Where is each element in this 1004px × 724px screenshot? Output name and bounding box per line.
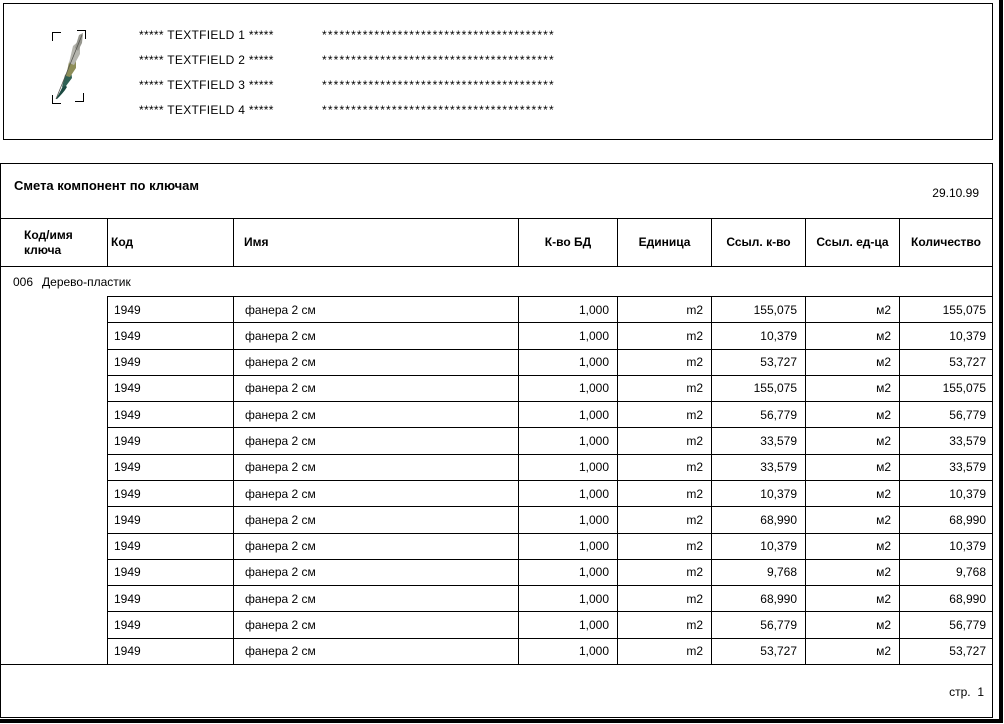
cell-name: фанера 2 см [234, 428, 519, 453]
cell-qty-db: 1,000 [519, 402, 618, 427]
cell-unit: m2 [618, 507, 712, 532]
cell-ref-qty: 53,727 [712, 350, 806, 375]
cell-code: 1949 [108, 350, 234, 375]
table-header-row [1, 218, 992, 267]
cell-quantity: 10,379 [949, 486, 986, 501]
column-header-name: Имя [234, 219, 519, 266]
cell-name: фанера 2 см [234, 639, 519, 664]
cell-ref-qty: 33,579 [712, 428, 806, 453]
cell-code: 1949 [108, 402, 234, 427]
cell-ref-qty: 68,990 [712, 586, 806, 611]
cell-unit: m2 [618, 455, 712, 480]
table-row [107, 639, 992, 665]
cell-code: 1949 [108, 507, 234, 532]
cell-quantity: 68,990 [949, 591, 986, 606]
cell-unit: m2 [618, 350, 712, 375]
cell-unit: m2 [618, 560, 712, 585]
cell-name: фанера 2 см [234, 507, 519, 532]
cell-unit: m2 [618, 586, 712, 611]
report-title: Смета компонент по ключам [14, 178, 200, 193]
cell-ref-unit: м2 [806, 481, 900, 506]
cell-ref-unit: м2 [806, 428, 900, 453]
cell-qty-db: 1,000 [519, 428, 618, 453]
cell-name: фанера 2 см [234, 455, 519, 480]
cell-code: 1949 [108, 428, 234, 453]
header-field-label: ***** TEXTFIELD 4 ***** [139, 102, 274, 117]
cell-qty-db: 1,000 [519, 612, 618, 637]
cell-ref-qty: 56,779 [712, 402, 806, 427]
cell-unit: m2 [618, 639, 712, 664]
header-field-label: ***** TEXTFIELD 2 ***** [139, 52, 274, 67]
table-row [107, 428, 992, 454]
quill-feather-icon [54, 31, 86, 101]
header-field-row [139, 97, 555, 122]
cell-quantity: 9,768 [955, 565, 986, 580]
cell-qty-db: 1,000 [519, 481, 618, 506]
cell-quantity: 10,379 [949, 328, 986, 343]
table-row [107, 376, 992, 402]
group-name: Дерево-пластик [42, 274, 131, 289]
cell-code: 1949 [108, 323, 234, 348]
header-field-value: **************************************** [322, 52, 555, 67]
cell-quantity: 10,379 [949, 539, 986, 554]
column-header-ref-qty: Ссыл. к-во [712, 219, 806, 266]
cell-quantity: 56,779 [949, 407, 986, 422]
cell-unit: m2 [618, 376, 712, 401]
cell-qty-db: 1,000 [519, 507, 618, 532]
cell-ref-unit: м2 [806, 612, 900, 637]
cell-ref-unit: м2 [806, 639, 900, 664]
header-field-label: ***** TEXTFIELD 1 ***** [139, 27, 274, 42]
cell-quantity: 33,579 [949, 460, 986, 475]
cell-code: 1949 [108, 455, 234, 480]
page-header-band [3, 3, 993, 140]
cell-quantity: 68,990 [949, 512, 986, 527]
cell-quantity: 155,075 [942, 302, 986, 317]
cell-ref-unit: м2 [806, 376, 900, 401]
table-row [107, 455, 992, 481]
cell-ref-unit: м2 [806, 402, 900, 427]
column-header-qty-db: К-во БД [519, 219, 618, 266]
cell-name: фанера 2 см [234, 323, 519, 348]
cell-ref-qty: 33,579 [712, 455, 806, 480]
header-field-value: **************************************** [322, 102, 555, 117]
table-row [107, 323, 992, 349]
cell-ref-qty: 155,075 [712, 376, 806, 401]
cell-ref-unit: м2 [806, 507, 900, 532]
header-field-label: ***** TEXTFIELD 3 ***** [139, 77, 274, 92]
cell-ref-unit: м2 [806, 297, 900, 322]
cell-ref-qty: 155,075 [712, 297, 806, 322]
cell-code: 1949 [108, 639, 234, 664]
cell-unit: m2 [618, 323, 712, 348]
table-row [107, 534, 992, 560]
cell-ref-qty: 68,990 [712, 507, 806, 532]
column-header-unit: Единица [618, 219, 712, 266]
group-code: 006 [13, 274, 34, 289]
cell-ref-qty: 10,379 [712, 323, 806, 348]
cell-quantity: 53,727 [949, 644, 986, 659]
cell-unit: m2 [618, 428, 712, 453]
cell-name: фанера 2 см [234, 481, 519, 506]
cell-ref-unit: м2 [806, 323, 900, 348]
header-field-value: **************************************** [322, 77, 555, 92]
cell-code: 1949 [108, 481, 234, 506]
cell-quantity: 56,779 [949, 618, 986, 633]
cell-code: 1949 [108, 586, 234, 611]
cell-code: 1949 [108, 560, 234, 585]
report-band [0, 163, 993, 718]
table-row [107, 350, 992, 376]
page-edge-right [999, 0, 1003, 722]
cell-qty-db: 1,000 [519, 586, 618, 611]
cell-qty-db: 1,000 [519, 323, 618, 348]
logo-placeholder [52, 29, 88, 105]
table-row [107, 560, 992, 586]
cell-name: фанера 2 см [234, 534, 519, 559]
header-field-value: **************************************** [322, 27, 555, 42]
table-row [107, 297, 992, 323]
cell-qty-db: 1,000 [519, 560, 618, 585]
cell-code: 1949 [108, 534, 234, 559]
cell-name: фанера 2 см [234, 376, 519, 401]
cell-qty-db: 1,000 [519, 297, 618, 322]
cell-unit: m2 [618, 297, 712, 322]
cell-name: фанера 2 см [234, 350, 519, 375]
cell-quantity: 53,727 [949, 355, 986, 370]
cell-quantity: 33,579 [949, 434, 986, 449]
cell-ref-unit: м2 [806, 534, 900, 559]
cell-qty-db: 1,000 [519, 639, 618, 664]
cell-ref-unit: м2 [806, 586, 900, 611]
cell-name: фанера 2 см [234, 402, 519, 427]
cell-ref-qty: 10,379 [712, 481, 806, 506]
header-field-row [139, 47, 555, 72]
cell-ref-unit: м2 [806, 455, 900, 480]
group-header-row [1, 267, 992, 296]
cell-name: фанера 2 см [234, 612, 519, 637]
cell-unit: m2 [618, 402, 712, 427]
cell-ref-qty: 10,379 [712, 534, 806, 559]
table-rows [107, 296, 992, 665]
cell-unit: m2 [618, 612, 712, 637]
column-header-key: Код/имя ключа [1, 219, 108, 266]
cell-ref-unit: м2 [806, 350, 900, 375]
cell-unit: m2 [618, 481, 712, 506]
report-date: 29.10.99 [932, 186, 979, 200]
table-bottom-line [1, 664, 107, 665]
header-fields [139, 22, 555, 122]
header-field-row [139, 22, 555, 47]
table-row [107, 507, 992, 533]
cell-code: 1949 [108, 612, 234, 637]
page-edge-bottom [0, 719, 1003, 723]
cell-name: фанера 2 см [234, 297, 519, 322]
table-row [107, 586, 992, 612]
table-row [107, 402, 992, 428]
cell-qty-db: 1,000 [519, 350, 618, 375]
column-header-ref-unit: Ссыл. ед-ца [806, 219, 900, 266]
cell-code: 1949 [108, 297, 234, 322]
cell-ref-qty: 53,727 [712, 639, 806, 664]
cell-name: фанера 2 см [234, 586, 519, 611]
cell-ref-unit: м2 [806, 560, 900, 585]
cell-ref-qty: 9,768 [712, 560, 806, 585]
table-row [107, 612, 992, 638]
cell-unit: m2 [618, 534, 712, 559]
cell-qty-db: 1,000 [519, 455, 618, 480]
header-field-row [139, 72, 555, 97]
cell-code: 1949 [108, 376, 234, 401]
cell-qty-db: 1,000 [519, 534, 618, 559]
cell-qty-db: 1,000 [519, 376, 618, 401]
table-row [107, 481, 992, 507]
page-number: стр. 1 [949, 685, 984, 699]
cell-quantity: 155,075 [942, 381, 986, 396]
cell-name: фанера 2 см [234, 560, 519, 585]
column-header-code: Код [108, 219, 234, 266]
column-header-quantity: Количество [911, 235, 981, 249]
cell-ref-qty: 56,779 [712, 612, 806, 637]
